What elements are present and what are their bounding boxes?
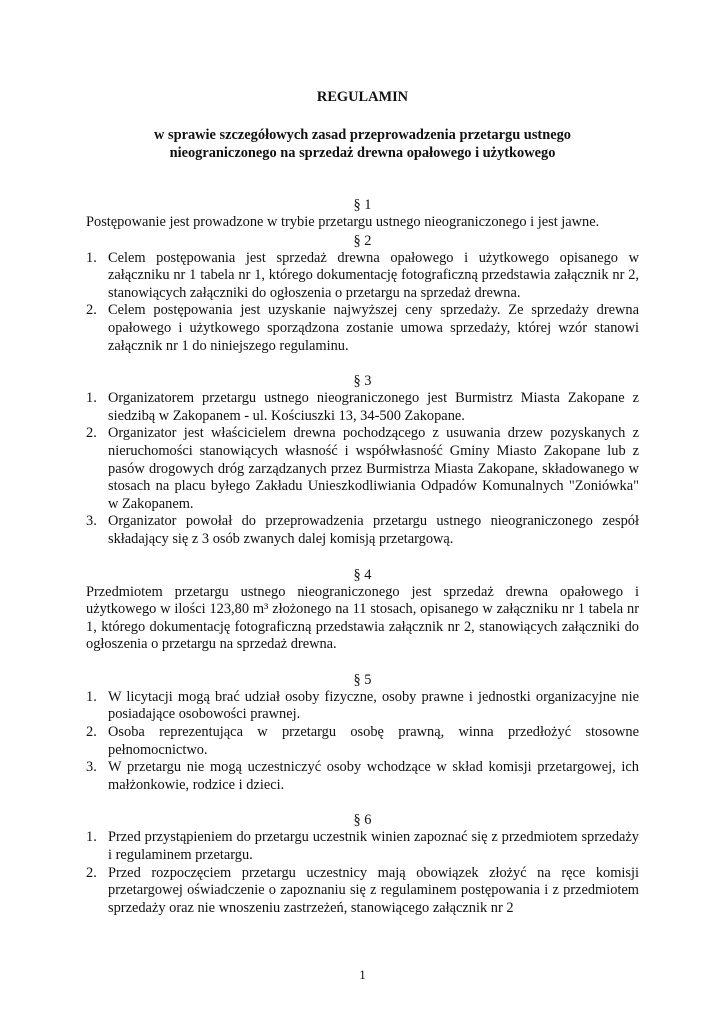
item-number: 3. [86, 513, 97, 530]
item-text: Osoba reprezentująca w przetargu osobę prawną, winna przedłożyć stosowne pełnomocnictwo. [108, 724, 639, 758]
section-list [86, 829, 639, 917]
section-list [86, 390, 639, 548]
item-number: 1. [86, 390, 97, 407]
item-text: Celem postępowania jest sprzedaż drewna opałowego i użytkowego opisanego w załączniku nr 1 tabela nr 1, którego dokumentację fotograficzną przedstawia załącznik nr 2, stanowiących załączniki do ogłoszenia o przetargu na sprzedaż drewna. [108, 249, 639, 301]
section-heading: § 6 [353, 812, 372, 829]
item-text: W przetargu nie mogą uczestniczyć osoby wchodzące w skład komisji przetargowej, ich małżonkowie, rodzice i dzieci. [108, 759, 639, 793]
section-5 [86, 671, 639, 795]
section-heading: § 5 [353, 671, 372, 688]
item-number: 3. [86, 759, 97, 776]
item-number: 2. [86, 724, 97, 741]
section-paragraph: Przedmiotem przetargu ustnego nieograniczonego jest sprzedaż drewna opałowego i użytkowego w ilości 123,80 m³ złożonego na 11 stosach, opisanego w załączniku nr 1 tabela nr 1, którego dokumentację fotograficzną przedstawia załącznik nr 2, stanowiących załączniki do ogłoszenia o przetargu na sprzedaż drewna. [86, 583, 639, 653]
item-number: 2. [86, 425, 97, 442]
list-item [86, 425, 639, 513]
section-6 [86, 811, 639, 917]
list-item [86, 865, 639, 918]
item-number: 1. [86, 249, 97, 266]
item-text: Organizator jest właścicielem drewna pochodzącego z usuwania drzew pozyskanych z nieruchomości stanowiących własność i współwłasność Gminy Miasto Zakopane lub z pasów drogowych dróg zarządzanych przez Burmistrza Miasta Zakopane, składowanego w stosach na placu byłego Zakładu Unieszkodliwiania Odpadów Komunalnych "Zoniówka" w Zakopanem. [108, 425, 639, 512]
list-item [86, 759, 639, 794]
section-3 [86, 372, 639, 548]
section-heading: § 3 [353, 373, 372, 390]
section-1 [86, 196, 639, 232]
subtitle-line-1: w sprawie szczegółowych zasad przeprowadzenia przetargu ustnego [153, 127, 571, 143]
list-item [86, 302, 639, 355]
page-number: 1 [359, 967, 366, 982]
list-item [86, 689, 639, 724]
document-title: REGULAMIN [316, 89, 409, 105]
section-4 [86, 566, 639, 654]
item-text: Celem postępowania jest uzyskanie najwyższej ceny sprzedaży. Ze sprzedaży drewna opałowego i użytkowego sporządzona zostanie umowa sprzedaży, której wzór stanowi załącznik nr 1 do niniejszego regulaminu. [108, 302, 639, 354]
item-number: 2. [86, 864, 97, 881]
section-paragraph: Postępowanie jest prowadzone w trybie przetargu ustnego nieograniczonego i jest jawne. [86, 214, 600, 230]
item-number: 1. [86, 829, 97, 846]
section-heading: § 4 [353, 566, 372, 583]
section-list [86, 689, 639, 795]
subtitle-line-2: nieograniczonego na sprzedaż drewna opałowego i użytkowego [169, 145, 556, 161]
item-text: Organizatorem przetargu ustnego nieograniczonego jest Burmistrz Miasta Zakopane z siedzibą w Zakopanem - ul. Kościuszki 13, 34-500 Zakopane. [108, 390, 639, 424]
list-item [86, 724, 639, 759]
item-text: W licytacji mogą brać udział osoby fizyczne, osoby prawne i jednostki organizacyjne nie posiadające osobowości prawnej. [108, 688, 639, 723]
item-number: 1. [86, 688, 97, 705]
item-text: Przed przystąpieniem do przetargu uczestnik winien zapoznać się z przedmiotem sprzedaży i regulaminem przetargu. [108, 829, 639, 864]
list-item [86, 250, 639, 303]
section-list [86, 250, 639, 356]
item-text: Organizator powołał do przeprowadzenia przetargu ustnego nieograniczonego zespół składający się z 3 osób zwanych dalej komisją przetargową. [108, 513, 639, 547]
document-body [86, 88, 639, 917]
sections [86, 196, 639, 917]
item-text: Przed rozpoczęciem przetargu uczestnicy mają obowiązek złożyć na ręce komisji przetargowej oświadczenie o zapoznaniu się z regulaminem postępowania i z przedmiotem sprzedaży oraz nie wnoszeniu zastrzeżeń, stanowiącego załącznik nr 2 [108, 864, 639, 916]
section-2 [86, 232, 639, 356]
item-number: 2. [86, 302, 97, 319]
list-item [86, 390, 639, 425]
list-item [86, 829, 639, 864]
section-heading: § 2 [353, 232, 372, 249]
document-subtitle [86, 126, 639, 162]
list-item [86, 513, 639, 548]
section-heading: § 1 [353, 197, 372, 213]
